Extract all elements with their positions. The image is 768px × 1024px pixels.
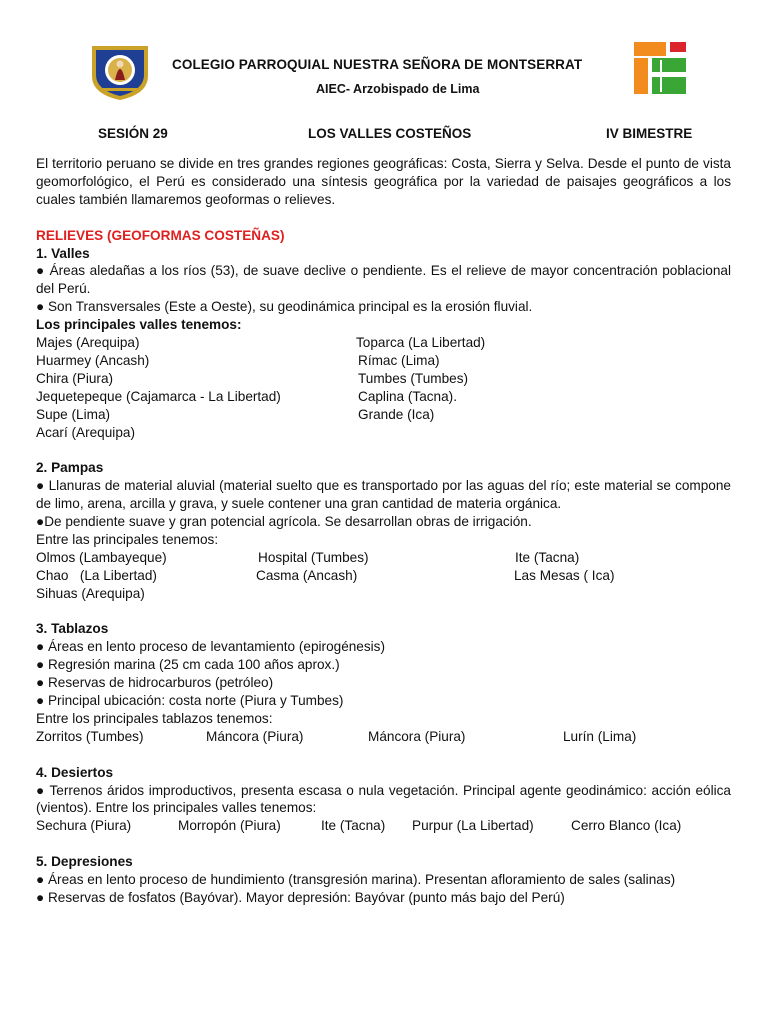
list-item: Purpur (La Libertad): [412, 818, 534, 834]
list-row: [36, 549, 731, 567]
list-item: Supe (Lima): [36, 406, 111, 422]
list-item: Olmos (Lambayeque): [36, 549, 167, 565]
desiertos-heading: 4. Desiertos: [36, 764, 114, 780]
list-item: Máncora (Piura): [368, 728, 466, 744]
list-item: Lurín (Lima): [563, 728, 637, 744]
depresiones-bullet: ● Áreas en lento proceso de hundimiento (transgresión marina). Presentan afloramiento de sales (salinas): [36, 872, 676, 887]
list-item: Grande (Ica): [358, 406, 435, 422]
pampas-bullet: ●De pendiente suave y gran potencial agrícola. Se desarrollan obras de irrigación.: [36, 514, 532, 529]
list-item: Acarí (Arequipa): [36, 424, 135, 440]
session-period: IV BIMESTRE: [606, 126, 693, 141]
list-item: Caplina (Tacna).: [358, 388, 457, 404]
list-item: Zorritos (Tumbes): [36, 728, 144, 744]
list-item: Casma (Ancash): [256, 567, 358, 583]
list-row: [36, 370, 731, 388]
list-row: [36, 424, 731, 442]
valles-bullet: ● Áreas aledañas a los ríos (53), de suave declive o pendiente. Es el relieve de mayor concentración poblacional del Perú.: [36, 263, 731, 297]
school-name: COLEGIO PARROQUIAL NUESTRA SEÑORA DE MONTSERRAT: [172, 57, 583, 72]
list-item: Chao (La Libertad): [36, 567, 157, 583]
depresiones-bullet: ● Reservas de fosfatos (Bayóvar). Mayor depresión: Bayóvar (punto más bajo del Perú): [36, 889, 565, 905]
pampas-list-title: Entre las principales tenemos:: [36, 531, 219, 547]
tablazos-bullet: ● Principal ubicación: costa norte (Piura y Tumbes): [36, 693, 344, 708]
tablazos-list-title: Entre los principales tablazos tenemos:: [36, 710, 273, 726]
list-item: Jequetepeque (Cajamarca - La Libertad): [36, 388, 281, 404]
depresiones-heading: 5. Depresiones: [36, 854, 133, 870]
session-title: LOS VALLES COSTEÑOS: [308, 126, 472, 141]
list-item: Ite (Tacna): [515, 549, 580, 565]
list-item: Morropón (Piura): [178, 818, 281, 834]
list-item: Toparca (La Libertad): [356, 335, 486, 351]
list-item: Hospital (Tumbes): [258, 549, 369, 565]
list-row: [36, 388, 731, 406]
list-item: Sechura (Piura): [36, 818, 132, 834]
list-row: [36, 817, 731, 835]
list-item: Huarmey (Ancash): [36, 352, 150, 368]
intro-paragraph: El territorio peruano se divide en tres grandes regiones geográficas: Costa, Sierra y Selva. Desde el punto de vista geomorfológico, el Perú es considerado una síntesis geográfica por la variedad de paisajes geográficos a los cuales también llamaremos geoformas o relieves.: [36, 156, 731, 207]
valles-bullet: ● Son Transversales (Este a Oeste), su geodinámica principal es la erosión fluvial.: [36, 299, 533, 315]
list-row: [36, 334, 731, 352]
list-item: Sihuas (Arequipa): [36, 585, 145, 601]
tablazos-bullet: ● Reservas de hidrocarburos (petróleo): [36, 675, 274, 691]
list-item: Tumbes (Tumbes): [358, 370, 469, 386]
document-header: [0, 0, 768, 110]
list-item: Las Mesas ( Ica): [514, 567, 615, 583]
list-row: [36, 352, 731, 370]
list-item: Máncora (Piura): [206, 728, 304, 744]
list-item: Chira (Piura): [36, 370, 114, 386]
list-row: [36, 406, 731, 424]
list-item: Cerro Blanco (Ica): [571, 818, 682, 834]
aiec-logo: [630, 38, 690, 98]
valles-list-title: Los principales valles tenemos:: [36, 317, 242, 333]
pampas-heading: 2. Pampas: [36, 460, 104, 476]
session-number: SESIÓN 29: [98, 126, 168, 141]
list-row: [36, 585, 731, 603]
school-shield-logo: [88, 42, 152, 102]
list-item: Rímac (Lima): [358, 352, 440, 368]
tablazos-bullet: ● Áreas en lento proceso de levantamiento (epirogénesis): [36, 639, 386, 655]
list-row: [36, 567, 731, 585]
tablazos-heading: 3. Tablazos: [36, 621, 109, 637]
school-subtitle: AIEC- Arzobispado de Lima: [316, 82, 480, 96]
document-body: [36, 155, 731, 907]
tablazos-bullet: ● Regresión marina (25 cm cada 100 años aprox.): [36, 657, 340, 673]
list-row: [36, 728, 731, 746]
pampas-bullet: ● Llanuras de material aluvial (material suelto que es transportado por las aguas del río; este material se compone de limo, arena, arcilla y grava, y suele contener una gran cantidad de materia orgánica.: [36, 478, 731, 512]
list-item: Majes (Arequipa): [36, 335, 140, 351]
desiertos-bullet: ● Terrenos áridos improductivos, presenta escasa o nula vegetación. Principal agente geodinámico: acción eólica (vientos). Entre los principales valles tenemos:: [36, 782, 731, 816]
list-item: Ite (Tacna): [321, 818, 386, 834]
valles-heading: 1. Valles: [36, 245, 90, 261]
relieves-title: RELIEVES (GEOFORMAS COSTEÑAS): [36, 227, 285, 243]
